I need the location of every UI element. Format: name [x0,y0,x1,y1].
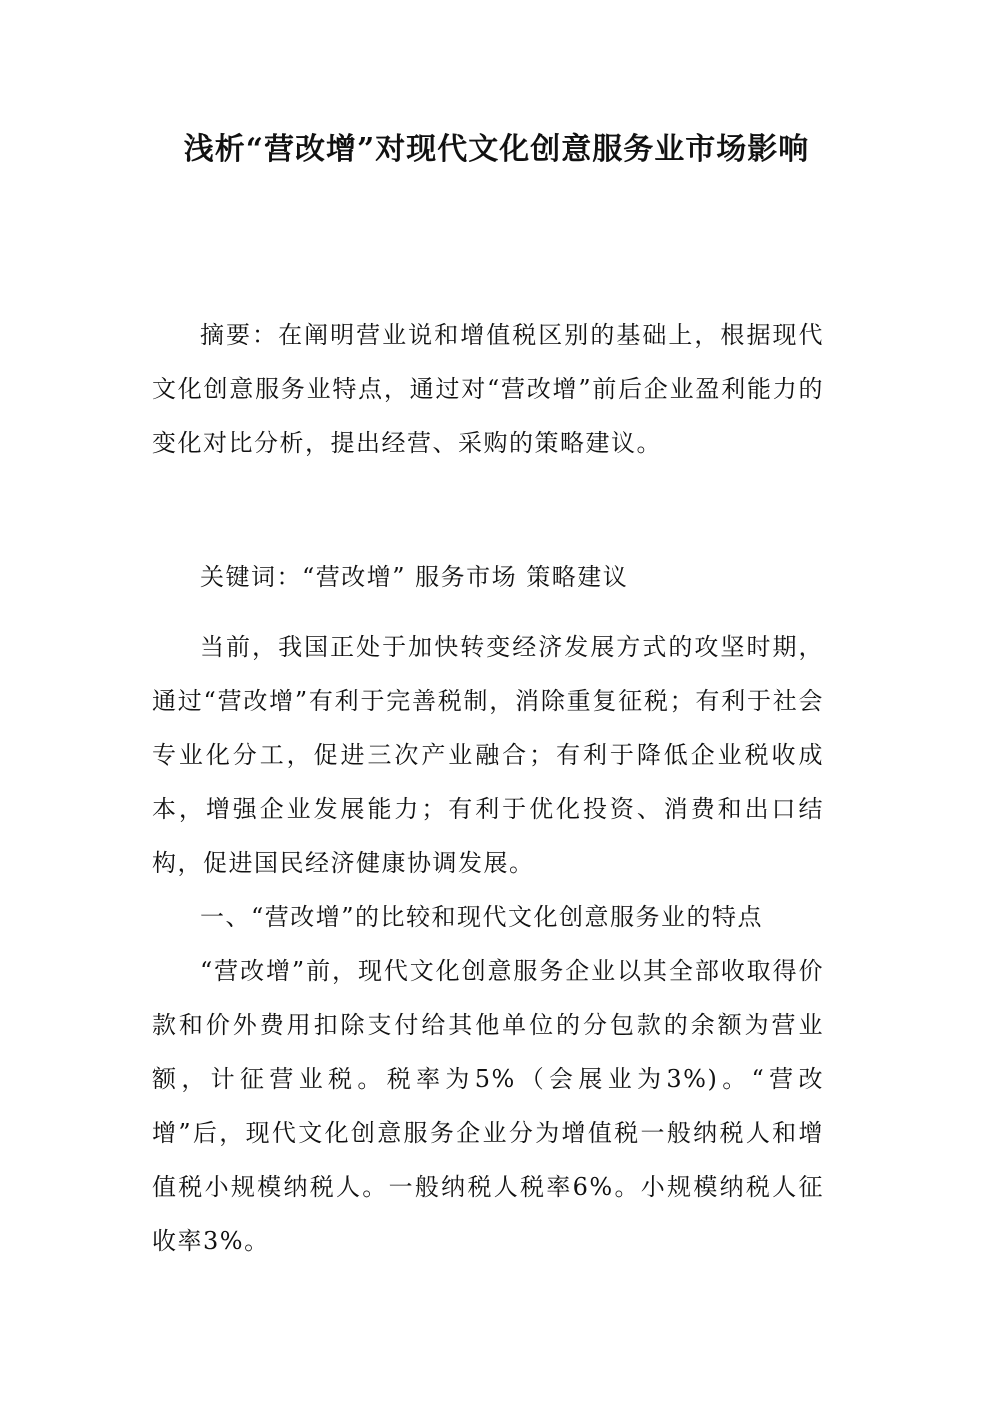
document-title: 浅析“营改增”对现代文化创意服务业市场影响 [183,132,810,167]
keywords-section [152,550,824,604]
body-paragraph-intro: 当前，我国正处于加快转变经济发展方式的攻坚时期，通过“营改增”有利于完善税制，消除重复征税；有利于社会专业化分工，促进三次产业融合；有利于降低企业税收成本，增强企业发展能力；有利于优化投资、消费和出口结构，促进国民经济健康协调发展。 [152,633,824,877]
main-body [152,620,824,1268]
keywords-line: 关键词：“营改增” 服务市场 策略建议 [200,563,629,591]
body-paragraph-comparison: “营改增”前，现代文化创意服务企业以其全部收取得价款和价外费用扣除支付给其他单位的分包款的余额为营业额，计征营业税。税率为5%（会展业为3%)。“营改增”后，现代文化创意服务企业分为增值税一般纳税人和增值税小规模纳税人。一般纳税人税率6%。小规模纳税人征收率3%。 [152,957,824,1255]
abstract-paragraph: 摘要：在阐明营业说和增值税区别的基础上，根据现代文化创意服务业特点，通过对“营改增”前后企业盈利能力的变化对比分析，提出经营、采购的策略建议。 [152,321,824,457]
abstract-section [152,308,824,470]
section-heading-1: 一、“营改增”的比较和现代文化创意服务业的特点 [200,903,764,931]
